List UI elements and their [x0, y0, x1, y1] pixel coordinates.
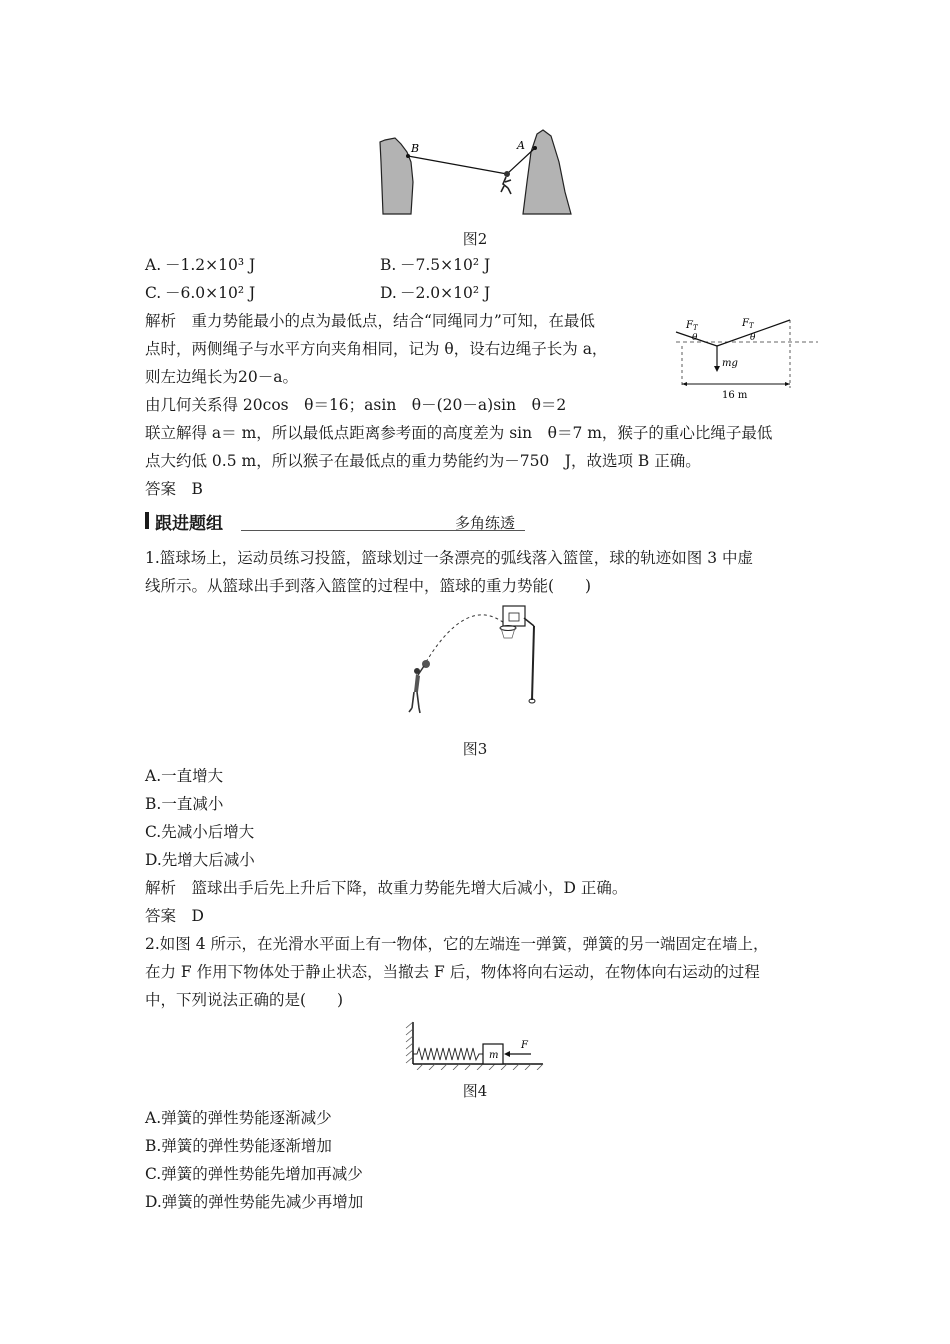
figure-2-cliffs-illustration — [375, 122, 580, 218]
section-marker — [145, 512, 149, 529]
question-1-stem: 线所示。从篮球出手到落入篮筐的过程中，篮球的重力势能( ) — [145, 577, 592, 595]
q2-option-c: C.弹簧的弹性势能先增加再减少 — [145, 1165, 363, 1183]
question-2-stem: 在力 F 作用下物体处于静止状态，当撤去 F 后，物体将向右运动，在物体向右运动的过程 — [145, 963, 760, 981]
q2-option-b: B.弹簧的弹性势能逐渐增加 — [145, 1137, 332, 1155]
mg-label: mg — [722, 358, 738, 369]
question-2-stem: 2.如图 4 所示，在光滑水平面上有一物体，它的左端连一弹簧，弹簧的另一端固定在墙上， — [145, 935, 769, 953]
q1-option-a: A.一直增大 — [145, 767, 224, 785]
figure-4-spring-illustration — [403, 1018, 548, 1070]
force-diagram — [672, 310, 822, 402]
question-1-stem: 1.篮球场上，运动员练习投篮，篮球划过一条漂亮的弧线落入篮筐，球的轨迹如图 3 中虚 — [145, 549, 754, 567]
figure-2-caption: 图2 — [462, 230, 488, 248]
analysis-line: 联立解得 a＝ m，所以最低点距离参考面的高度差为 sin θ＝7 m，猴子的重心比绳子最低 — [145, 424, 773, 442]
figure-3-caption: 图3 — [462, 740, 488, 758]
ft-right-label: $F_T$ — [742, 318, 754, 330]
q2-option-d: D.弹簧的弹性势能先减少再增加 — [145, 1193, 364, 1211]
section-header — [145, 509, 525, 533]
section-subtitle: 多角练透 — [455, 514, 516, 532]
point-a-label: A — [517, 139, 525, 152]
option-row: C. －6.0×10² J D. －2.0×10² J — [145, 284, 491, 302]
force-label: F — [521, 1040, 528, 1051]
distance-label: 16 m — [722, 390, 748, 401]
q1-option-b: B.一直减小 — [145, 795, 224, 813]
figure-3-basketball-illustration — [400, 600, 550, 725]
theta-left-label: θ — [692, 333, 698, 343]
question-2-stem: 中，下列说法正确的是( ) — [145, 991, 344, 1009]
analysis-line: 点时，两侧绳子与水平方向夹角相同，记为 θ，设右边绳子长为 a， — [145, 340, 608, 358]
mass-label: m — [489, 1050, 499, 1061]
q1-option-d: D.先增大后减小 — [145, 851, 255, 869]
analysis-line: 点大约低 0.5 m，所以猴子在最低点的重力势能约为－750 J，故选项 B 正确。 — [145, 452, 701, 470]
analysis-line: 由几何关系得 20cos θ＝16；asin θ－(20－a)sin θ＝2 — [145, 396, 567, 414]
option-row: A. －1.2×10³ J B. －7.5×10² J — [145, 256, 491, 274]
analysis-line: 解析 重力势能最小的点为最低点，结合“同绳同力”可知，在最低 — [145, 312, 595, 330]
ft-left-label: $F_T$ — [686, 320, 698, 332]
analysis-line: 则左边绳长为20－a。 — [145, 368, 298, 386]
figure-4-caption: 图4 — [462, 1082, 488, 1100]
section-divider — [241, 530, 525, 531]
q2-option-a: A.弹簧的弹性势能逐渐减少 — [145, 1109, 332, 1127]
theta-right-label: θ — [750, 333, 756, 343]
answer-line: 答案 B — [145, 480, 203, 498]
point-b-label: B — [411, 142, 420, 155]
q1-analysis: 解析 篮球出手后先上升后下降，故重力势能先增大后减小，D 正确。 — [145, 879, 628, 897]
q1-option-c: C.先减小后增大 — [145, 823, 255, 841]
q1-answer: 答案 D — [145, 907, 204, 925]
section-title: 跟进题组 — [155, 514, 223, 534]
